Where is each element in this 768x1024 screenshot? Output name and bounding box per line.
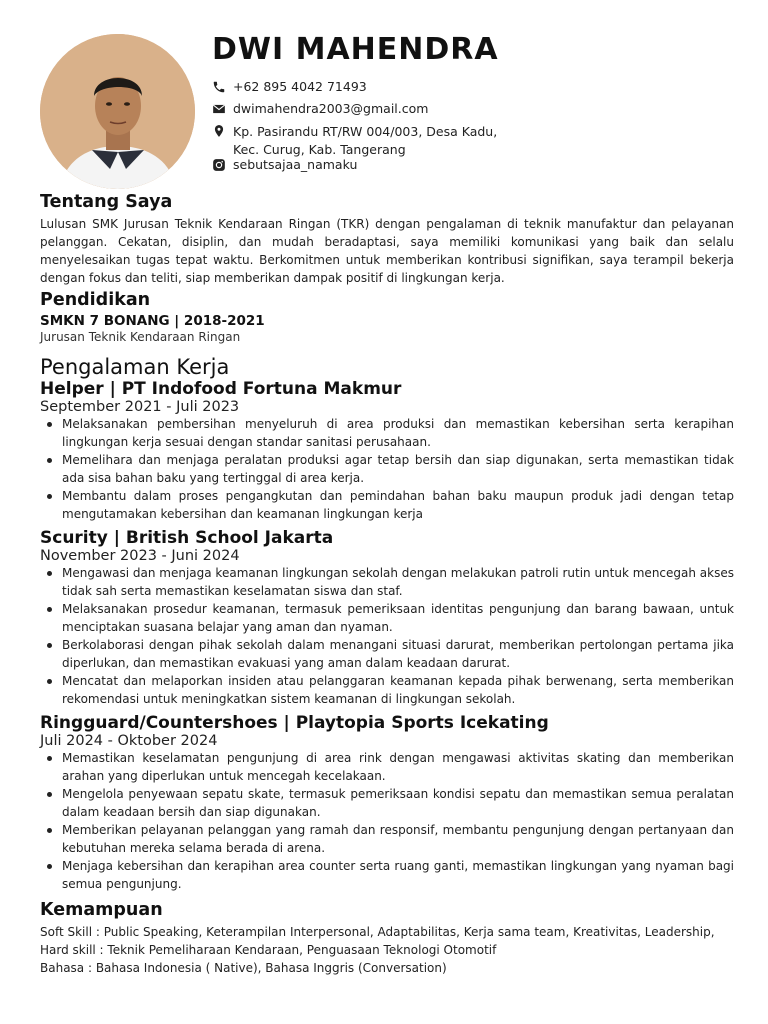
job-bullets xyxy=(40,564,734,708)
phone-icon xyxy=(212,80,226,94)
email-text: dwimahendra2003@gmail.com xyxy=(233,101,429,116)
experience-title: Pengalaman Kerja xyxy=(40,355,230,379)
contact-email xyxy=(212,101,428,116)
school-name: SMKN 7 BONANG | 2018-2021 xyxy=(40,313,265,329)
contact-address xyxy=(212,123,497,159)
contact-phone xyxy=(212,79,367,94)
list-item: Memastikan keselamatan pengunjung di area rink dengan mengawasi aktivitas skating dan memberikan arahan yang diperlukan untuk mencegah kecelakaan. xyxy=(40,749,734,785)
address-line2: Kec. Curug, Kab. Tangerang xyxy=(233,142,406,157)
job-date: Juli 2024 - Oktober 2024 xyxy=(40,733,218,749)
list-item: Mengawasi dan menjaga keamanan lingkungan sekolah dengan melakukan patroli rutin untuk mencegah akses tidak sah serta memastikan keselamatan siswa dan staf. xyxy=(40,564,734,600)
instagram-text: sebutsajaa_namaku xyxy=(233,157,358,172)
job-date: September 2021 - Juli 2023 xyxy=(40,399,240,415)
hard-skills: Hard skill : Teknik Pemeliharaan Kendaraan, Penguasaan Teknologi Otomotif xyxy=(40,943,497,957)
about-title: Tentang Saya xyxy=(40,192,173,212)
candidate-name: DWI MAHENDRA xyxy=(212,32,499,67)
school-major: Jurusan Teknik Kendaraan Ringan xyxy=(40,330,241,344)
location-icon xyxy=(212,124,226,138)
list-item: Mengelola penyewaan sepatu skate, termasuk pemeriksaan kondisi sepatu dan memastikan semua peralatan dalam keadaan bersih dan siap digunakan. xyxy=(40,785,734,821)
about-text: Lulusan SMK Jurusan Teknik Kendaraan Ringan (TKR) dengan pengalaman di teknik manufaktur dan pelayanan pelanggan. Cekatan, disiplin, dan mudah beradaptasi, saya memiliki komunikasi yang baik dan selalu menyelesaikan tugas tepat waktu. Berkomitmen untuk memberikan kontribusi signifikan, saya terampil bekerja dengan fokus dan teliti, siap memberikan dampak positif di lingkungan kerja. xyxy=(40,217,734,285)
job-entry xyxy=(40,380,734,523)
list-item: Memberikan pelayanan pelanggan yang ramah dan responsif, membantu pengunjung dengan pertanyaan dan kebutuhan mereka selama berada di arena. xyxy=(40,821,734,857)
job-bullets xyxy=(40,415,734,523)
phone-text: +62 895 4042 71493 xyxy=(233,79,367,94)
job-entry xyxy=(40,529,734,708)
education-section xyxy=(40,290,734,344)
list-item: Mencatat dan melaporkan insiden atau pelanggaran keamanan kepada pihak berwenang, serta memberikan rekomendasi untuk meningkatkan sistem keamanan di lingkungan sekolah. xyxy=(40,672,734,708)
profile-photo xyxy=(40,34,195,189)
job-entry xyxy=(40,714,734,893)
about-section xyxy=(40,192,734,287)
job-date: November 2023 - Juni 2024 xyxy=(40,548,240,564)
address-line1: Kp. Pasirandu RT/RW 004/003, Desa Kadu, xyxy=(233,124,498,139)
email-icon xyxy=(212,102,226,116)
soft-skills: Soft Skill : Public Speaking, Keterampilan Interpersonal, Adaptabilitas, Kerja sama team, Kreativitas, Leadership, xyxy=(40,925,715,939)
list-item: Berkolaborasi dengan pihak sekolah dalam menangani situasi darurat, memberikan pertolongan pertama jika diperlukan, dan memastikan evakuasi yang aman dalam keadaan darurat. xyxy=(40,636,734,672)
job-title: Ringguard/Countershoes | Playtopia Sports Icekating xyxy=(40,713,549,733)
education-title: Pendidikan xyxy=(40,290,151,310)
experience-section xyxy=(40,355,734,893)
list-item: Membantu dalam proses pengangkutan dan pemindahan bahan baku maupun produk jadi dengan tetap mengutamakan kebersihan dan keamanan lingkungan kerja xyxy=(40,487,734,523)
list-item: Menjaga kebersihan dan kerapihan area counter serta ruang ganti, memastikan lingkungan yang nyaman bagi semua pengunjung. xyxy=(40,857,734,893)
skills-title: Kemampuan xyxy=(40,900,163,920)
list-item: Memelihara dan menjaga peralatan produksi agar tetap bersih dan siap digunakan, serta memastikan tidak ada sisa bahan baku yang tertinggal di area kerja. xyxy=(40,451,734,487)
job-title: Helper | PT Indofood Fortuna Makmur xyxy=(40,379,402,399)
job-bullets xyxy=(40,749,734,893)
skills-section xyxy=(40,900,734,977)
languages: Bahasa : Bahasa Indonesia ( Native), Bahasa Inggris (Conversation) xyxy=(40,961,447,975)
job-title: Scurity | British School Jakarta xyxy=(40,528,334,548)
contact-instagram xyxy=(212,157,357,172)
instagram-icon xyxy=(212,158,226,172)
list-item: Melaksanakan prosedur keamanan, termasuk pemeriksaan identitas pengunjung dan barang bawaan, untuk menciptakan suasana belajar yang aman dan nyaman. xyxy=(40,600,734,636)
list-item: Melaksanakan pembersihan menyeluruh di area produksi dan memastikan kebersihan serta kerapihan lingkungan kerja sesuai dengan standar sanitasi perusahaan. xyxy=(40,415,734,451)
